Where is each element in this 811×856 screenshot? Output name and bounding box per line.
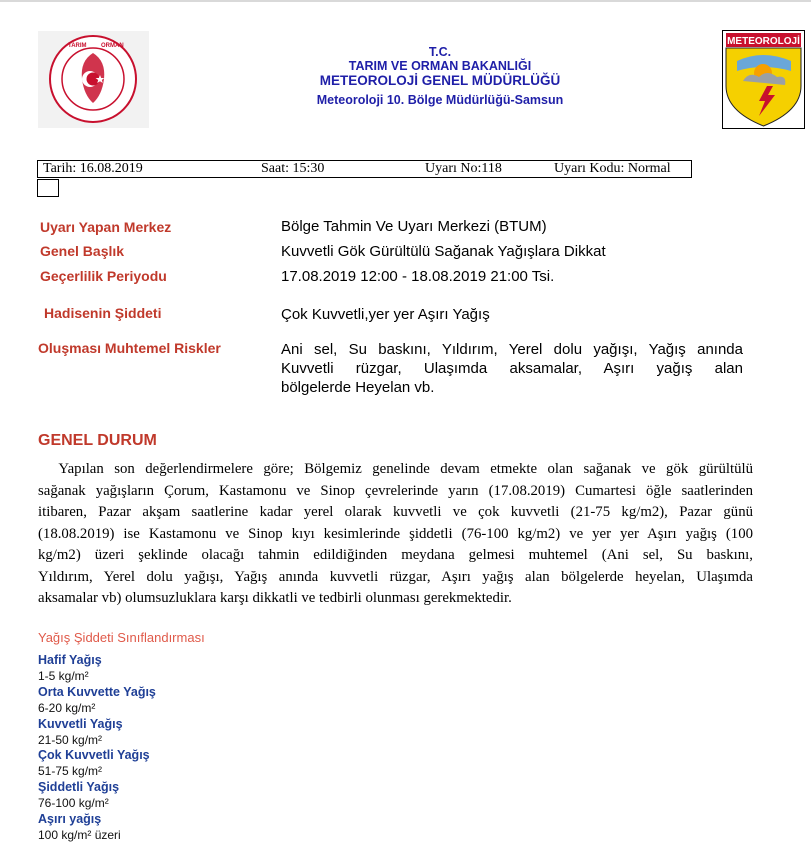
paragraph-line: aksamalar vb) olumsuzluklara karşı dikkatli ve tedbirli olunması gerekmektedir.	[38, 590, 512, 606]
header-regional: Meteoroloji 10. Bölge Müdürlüğü-Samsun	[316, 93, 564, 107]
classification-range: 76-100 kg/m²	[38, 796, 109, 811]
classification-range: 21-50 kg/m²	[38, 732, 103, 747]
label-validity-period: Geçerlilik Periyodu	[40, 268, 167, 284]
value-issuing-center: Bölge Tahmin Ve Uyarı Merkezi (BTUM)	[281, 218, 547, 235]
paragraph-line: sağanak yağışların Çorum, Kastamonu ve Sinop çevrelerinde yarın (17.08.2019) Cumartesi öğle saatlerinden	[38, 482, 753, 499]
paragraph-line: Yapılan son değerlendirmelere göre; Bölgemiz genelinde devam etmekte olan sağanak ve gök gürültülü	[38, 461, 753, 477]
ministry-seal-icon	[38, 31, 149, 128]
classification-list	[38, 653, 156, 844]
classification-name: Kuvvetli Yağış	[38, 716, 123, 731]
paragraph-line: (18.08.2019) ise Kastamonu ve Sinop kıyı kesimlerinde şiddetli (76-100 kg/m2) ve yer yer Aşırı yağış (100	[38, 525, 753, 542]
value-validity-period: 17.08.2019 12:00 - 18.08.2019 21:00 Tsi.	[281, 268, 555, 285]
header-directorate: METEOROLOJİ GENEL MÜDÜRLÜĞÜ	[319, 73, 561, 88]
risk-line: Kuvvetli rüzgar, Ulaşımda aksamalar, Aşırı yağış alan	[281, 360, 743, 377]
risk-line: Ani sel, Su baskını, Yıldırım, Yerel dolu yağışı, Yağış anında	[281, 341, 743, 358]
general-situation-body	[38, 459, 753, 610]
value-possible-risks	[281, 340, 743, 397]
classification-item	[38, 812, 156, 844]
empty-box	[37, 179, 59, 197]
paragraph-line: Yıldırım, Yerel dolu yağışı, Yağış anında kuvvetli rüzgar, Aşırı yağış alan bölgelerde heyelan, Ulaşımda	[38, 568, 753, 585]
classification-name: Orta Kuvvette Yağış	[38, 684, 156, 699]
header-ministry: TARIM VE ORMAN BAKANLIĞI	[348, 59, 532, 73]
header-line-1: T.C.	[428, 45, 452, 59]
classification-range: 1-5 kg/m²	[38, 668, 89, 683]
classification-range: 100 kg/m² üzeri	[38, 827, 121, 842]
classification-range: 51-75 kg/m²	[38, 764, 103, 779]
classification-name: Hafif Yağış	[38, 653, 102, 667]
classification-name: Çok Kuvvetli Yağış	[38, 748, 150, 763]
paragraph-line: kg/m2) üzeri şeklinde olacağı tahmin edildiğinden meydana gelmesi muhtemel (Ani sel, Su baskını,	[38, 547, 753, 563]
time-field: Saat: 15:30	[261, 161, 325, 176]
top-divider	[0, 0, 811, 2]
classification-name: Şiddetli Yağış	[38, 780, 120, 795]
meteorology-logo-text: METEOROLOJİ	[727, 36, 800, 47]
warning-number-field: Uyarı No:118	[425, 161, 502, 176]
general-situation-title: GENEL DURUM	[38, 432, 157, 449]
warning-code-field: Uyarı Kodu: Normal	[554, 161, 671, 176]
classification-item	[38, 717, 156, 749]
classification-title: Yağış Şiddeti Sınıflandırması	[38, 630, 205, 645]
classification-item	[38, 653, 156, 685]
classification-item	[38, 748, 156, 780]
paragraph-line: itibaren, Pazar akşam saatlerine kadar yerel olarak kuvvetli ve çok kuvvetli (21-75 kg/m2), Pazar günü	[38, 504, 753, 520]
value-general-title: Kuvvetli Gök Gürültülü Sağanak Yağışlara Dikkat	[281, 243, 606, 260]
classification-name: Aşırı yağış	[38, 812, 102, 827]
label-possible-risks: Oluşması Muhtemel Riskler	[38, 340, 221, 356]
ministry-logo	[38, 31, 149, 128]
value-severity: Çok Kuvvetli,yer yer Aşırı Yağış	[281, 306, 490, 323]
risk-line: bölgelerde Heyelan vb.	[281, 379, 435, 396]
label-general-title: Genel Başlık	[40, 243, 125, 259]
svg-text:ORMAN: ORMAN	[101, 43, 124, 49]
classification-range: 6-20 kg/m²	[38, 700, 96, 715]
meteorology-logo	[722, 30, 805, 129]
label-issuing-center: Uyarı Yapan Merkez	[40, 219, 172, 235]
meteorology-shield-icon	[723, 31, 804, 128]
svg-text:TARIM: TARIM	[68, 43, 87, 49]
date-field: Tarih: 16.08.2019	[43, 161, 143, 176]
classification-item	[38, 685, 156, 717]
warning-info-bar	[37, 160, 692, 178]
label-severity: Hadisenin Şiddeti	[44, 305, 162, 321]
classification-item	[38, 780, 156, 812]
